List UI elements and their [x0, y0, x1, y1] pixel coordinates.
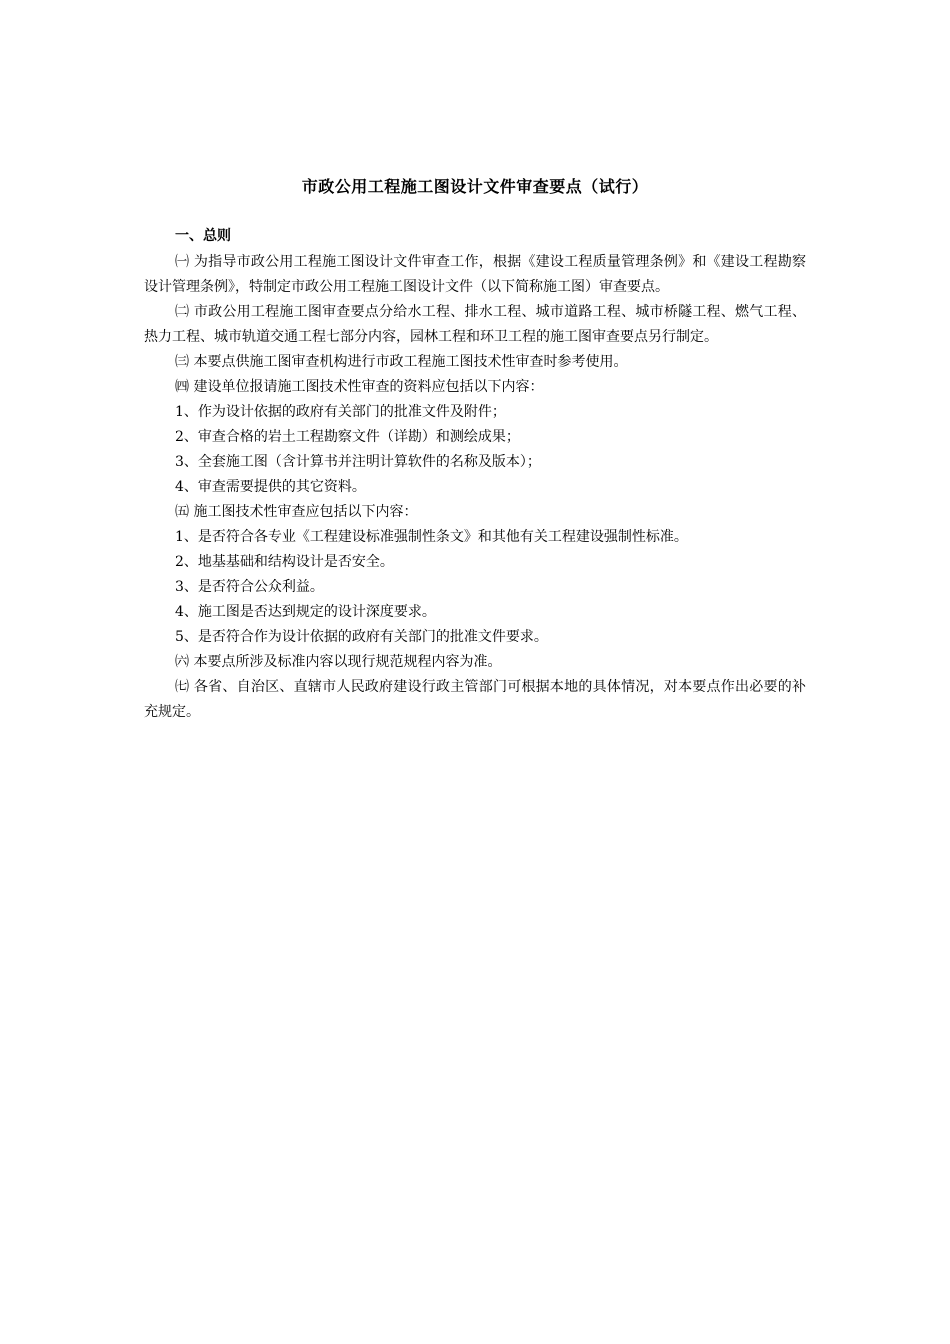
section-heading: 一、总则	[175, 228, 231, 244]
list-item: 3、全套施工图（含计算书并注明计算软件的名称及版本）；	[175, 454, 541, 470]
list-item: 4、审查需要提供的其它资料。	[175, 479, 366, 495]
list-item: 4、施工图是否达到规定的设计深度要求。	[175, 604, 436, 620]
paragraph-5: ㈤ 施工图技术性审查应包括以下内容：	[175, 504, 418, 520]
list-item: 2、审查合格的岩土工程勘察文件（详勘）和测绘成果；	[175, 429, 520, 445]
paragraph-2: ㈡ 市政公用工程施工图审查要点分给水工程、排水工程、城市道路工程、城市桥隧工程、燃气工程、热力工程、城市轨道交通工程七部分内容，园林工程和环卫工程的施工图审查要点另行制定。	[144, 304, 806, 345]
document-title: 市政公用工程施工图设计文件审查要点（试行）	[301, 177, 649, 196]
list-item: 3、是否符合公众利益。	[175, 579, 324, 595]
paragraph-6: ㈥ 本要点所涉及标准内容以现行规范规程内容为准。	[175, 654, 502, 670]
paragraph-7: ㈦ 各省、自治区、直辖市人民政府建设行政主管部门可根据本地的具体情况，对本要点作出必要的补充规定。	[144, 679, 806, 720]
list-item: 1、作为设计依据的政府有关部门的批准文件及附件；	[175, 404, 506, 420]
paragraph-3: ㈢ 本要点供施工图审查机构进行市政工程施工图技术性审查时参考使用。	[175, 354, 628, 370]
list-item: 5、是否符合作为设计依据的政府有关部门的批准文件要求。	[175, 629, 548, 645]
paragraph-4: ㈣ 建设单位报请施工图技术性审查的资料应包括以下内容：	[175, 379, 544, 395]
list-item: 2、地基基础和结构设计是否安全。	[175, 554, 394, 570]
list-item: 1、是否符合各专业《工程建设标准强制性条文》和其他有关工程建设强制性标准。	[175, 529, 688, 545]
paragraph-1: ㈠ 为指导市政公用工程施工图设计文件审查工作，根据《建设工程质量管理条例》和《建设工程勘察设计管理条例》，特制定市政公用工程施工图设计文件（以下简称施工图）审查要点。	[144, 254, 806, 295]
document-page	[144, 176, 806, 725]
